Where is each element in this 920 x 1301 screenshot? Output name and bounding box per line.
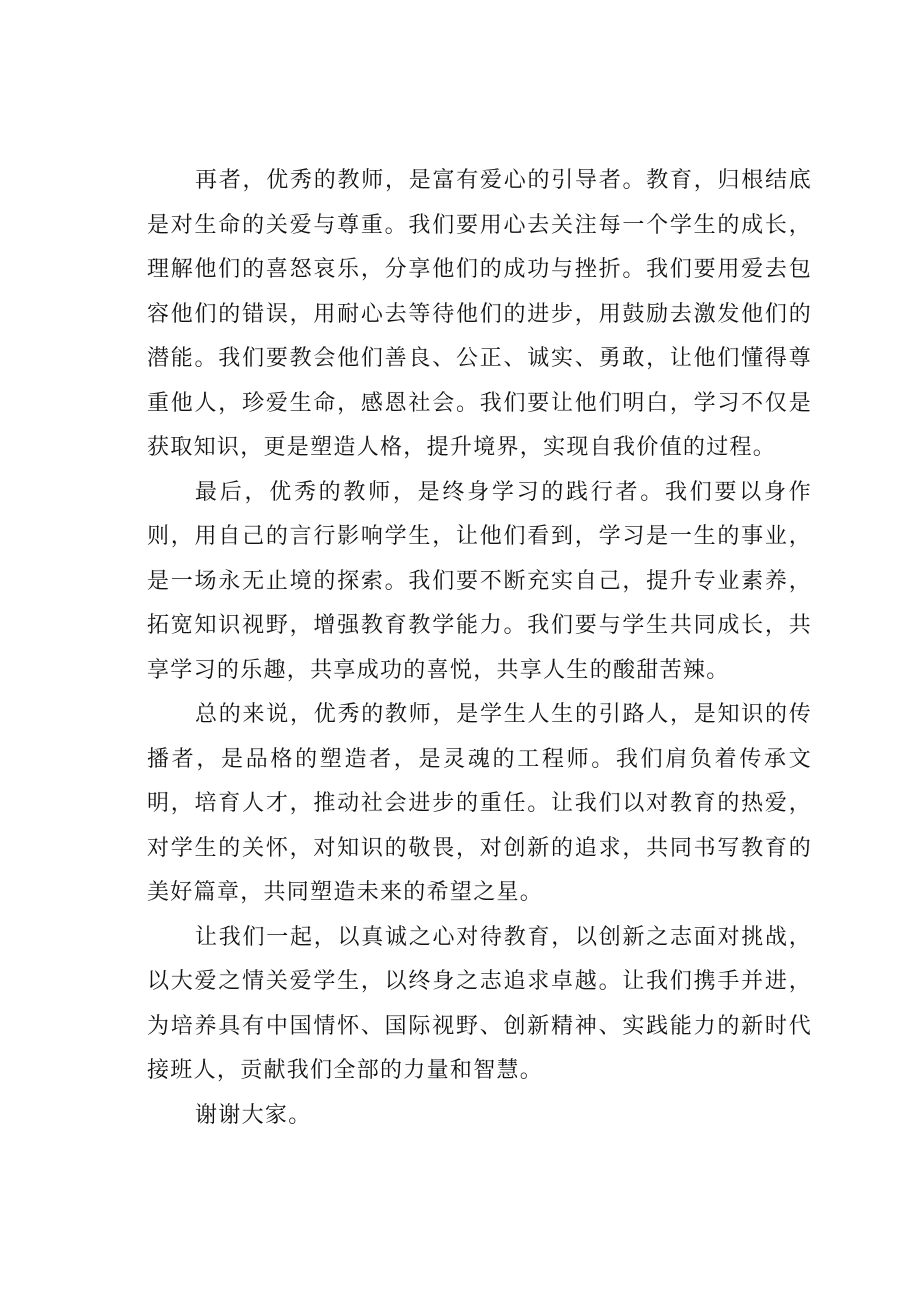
- paragraph-thanks: 谢谢大家。: [195, 1102, 312, 1128]
- paragraph-summary: 总的来说，优秀的教师，是学生人生的引路人，是知识的传播者，是品格的塑造者，是灵魂的工程师。我们肩负着传承文明，培育人才，推动社会进步的重任。让我们以对教育的热爱，对学生的关怀，对知识的敬畏，对创新的追求，共同书写教育的美好篇章，共同塑造未来的希望之星。: [147, 702, 812, 905]
- paragraph-lifelong-learning: 最后，优秀的教师，是终身学习的践行者。我们要以身作则，用自己的言行影响学生，让他们看到，学习是一生的事业，是一场永无止境的探索。我们要不断充实自己，提升专业素养，拓宽知识视野，增强教育教学能力。我们要与学生共同成长，共享学习的乐趣，共享成功的喜悦，共享人生的酸甜苦辣。: [147, 479, 812, 683]
- document-body: [147, 159, 812, 1138]
- paragraph-call-to-action: 让我们一起，以真诚之心对待教育，以创新之志面对挑战，以大爱之情关爱学生，以终身之志追求卓越。让我们携手并进，为培养具有中国情怀、国际视野、创新精神、实践能力的新时代接班人，贡献我们全部的力量和智慧。: [147, 924, 812, 1083]
- paragraph-love-guide: 再者，优秀的教师，是富有爱心的引导者。教育，归根结底是对生命的关爱与尊重。我们要用心去关注每一个学生的成长，理解他们的喜怒哀乐，分享他们的成功与挫折。我们要用爱去包容他们的错误，用耐心去等待他们的进步，用鼓励去激发他们的潜能。我们要教会他们善良、公正、诚实、勇敢，让他们懂得尊重他人，珍爱生命，感恩社会。我们要让他们明白，学习不仅是获取知识，更是塑造人格，提升境界，实现自我价值的过程。: [147, 168, 812, 460]
